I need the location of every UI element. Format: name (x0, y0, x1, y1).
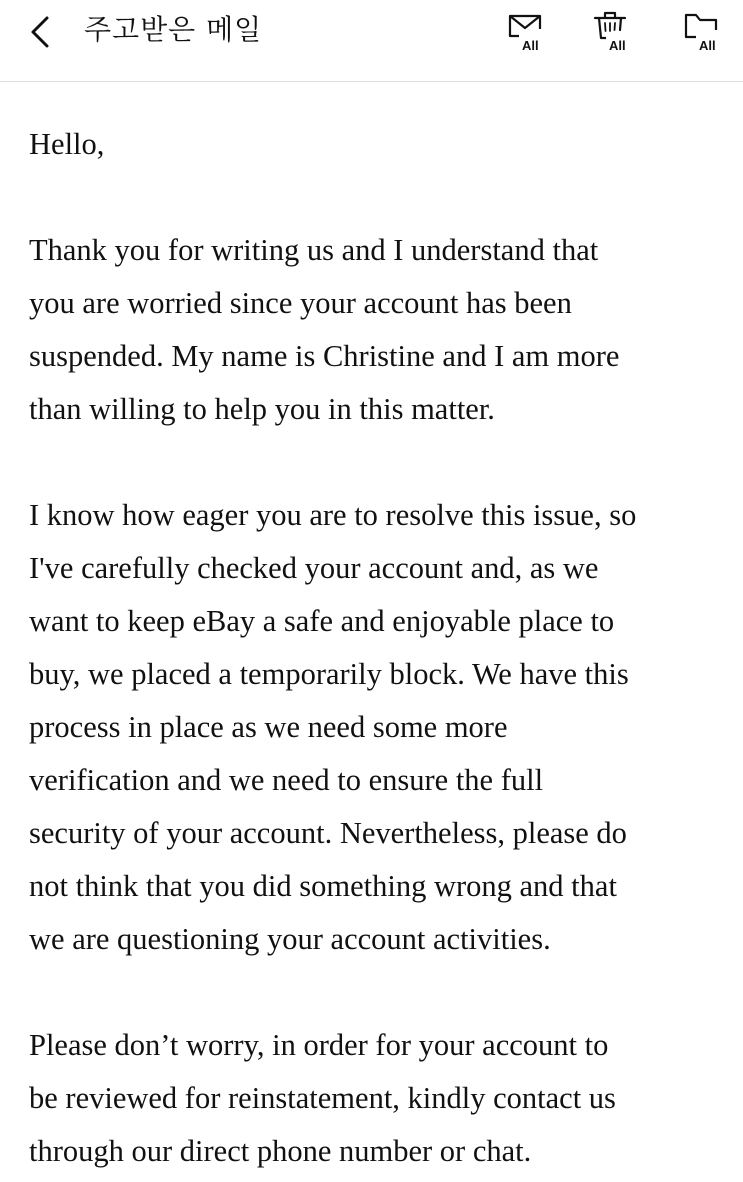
delete-all-button[interactable] (592, 10, 638, 58)
email-paragraph: I know how eager you are to resolve this issue, so I've carefully checked your account and, as we want to keep eBay a safe and enjoyable place to buy, we placed a temporarily block. We have this process in place as we need some more verification and we need to ensure the full security of your account. Nevertheless, please do not think that you did something wrong and that we are questioning your account activities. (29, 498, 637, 956)
all-label: All (522, 38, 539, 53)
email-greeting: Hello, (29, 127, 105, 161)
page-title: 주고받은 메일 (84, 13, 263, 46)
email-paragraph: Thank you for writing us and I understand that you are worried since your account has been suspended. My name is Christine and I am more than willing to help you in this matter. (29, 233, 620, 426)
back-button[interactable] (22, 12, 58, 52)
all-label: All (699, 38, 716, 53)
top-bar (0, 0, 743, 82)
move-all-button[interactable] (682, 10, 728, 58)
email-body (29, 118, 729, 1178)
chevron-left-icon (29, 15, 51, 49)
all-label: All (609, 38, 626, 53)
email-paragraph: Please don’t worry, in order for your account to be reviewed for reinstatement, kindly contact us through our direct phone number or chat. (29, 1028, 616, 1168)
mark-all-mail-button[interactable] (505, 10, 551, 58)
